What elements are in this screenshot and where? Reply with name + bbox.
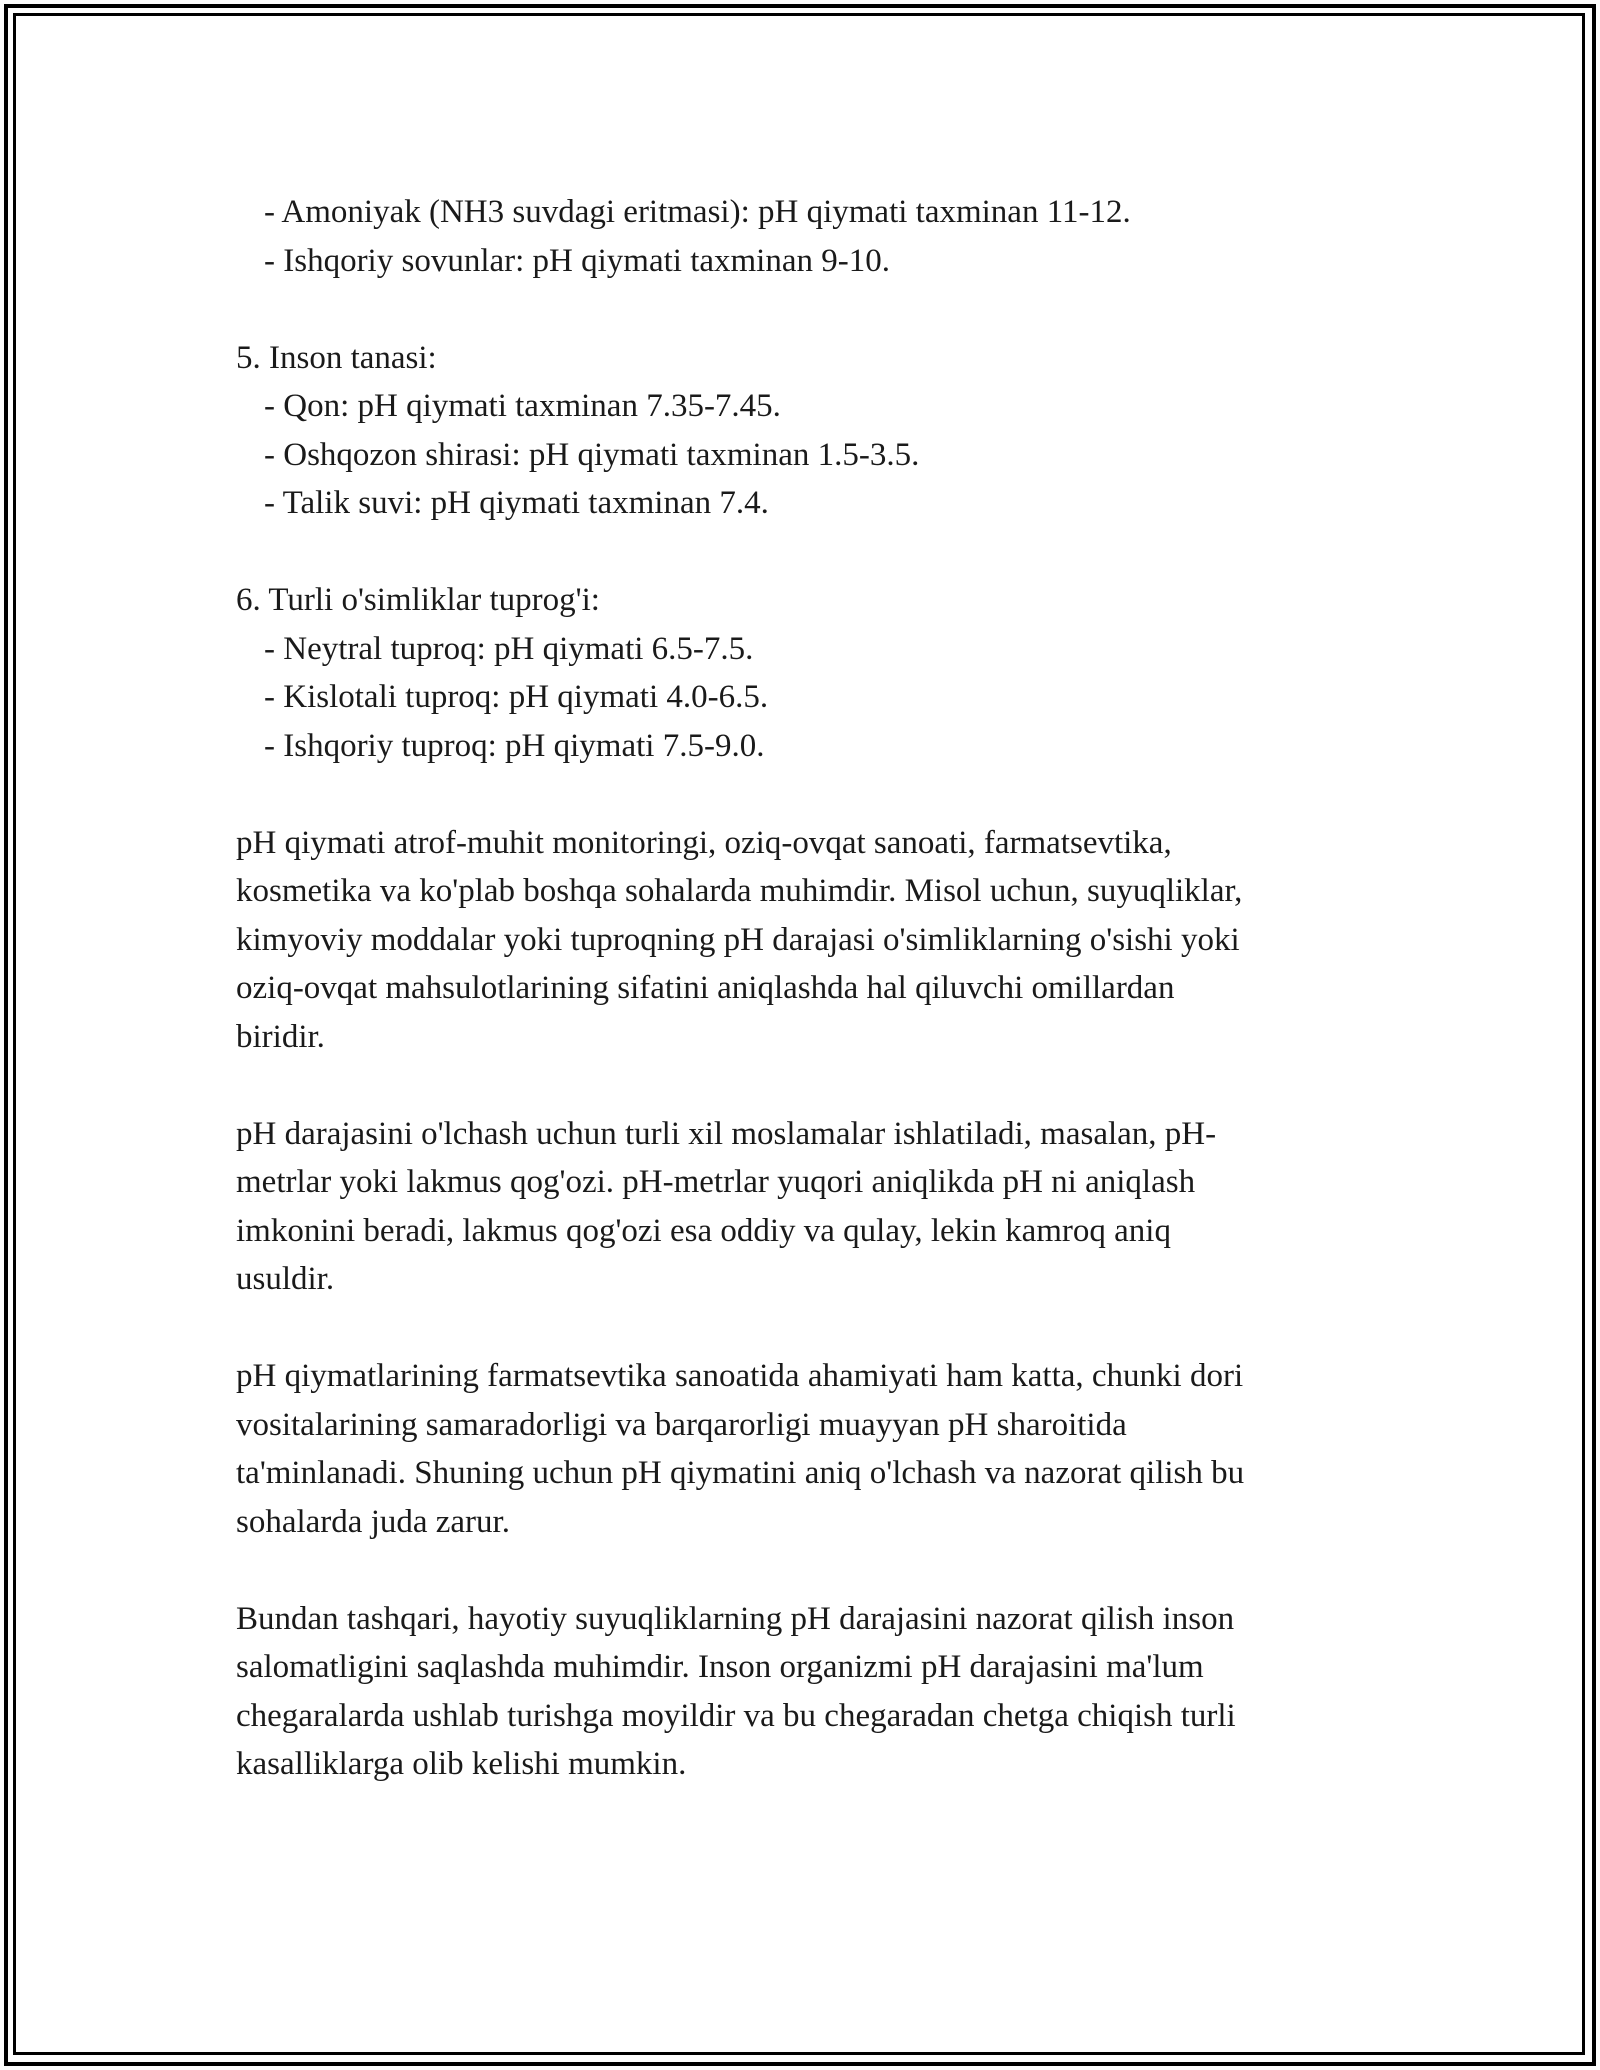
paragraph-line: Bundan tashqari, hayotiy suyuqliklarning pH darajasini nazorat qilish inson <box>236 1600 1235 1637</box>
paragraph-line: oziq-ovqat mahsulotlarining sifatini aniqlashda hal qiluvchi omillardan <box>236 970 1175 1006</box>
list-item: - Qon: pH qiymati taxminan 7.35-7.45. <box>264 388 781 424</box>
paragraph <box>236 1595 1386 1789</box>
paragraph-line: vositalarining samaradorligi va barqarorligi muayyan pH sharoitida <box>236 1406 1127 1443</box>
spacer <box>236 528 1386 577</box>
paragraph-line: chegaralarda ushlab turishga moyildir va bu chegaradan chetga chiqish turli <box>236 1697 1236 1734</box>
spacer <box>236 1546 1386 1595</box>
list-item: - Oshqozon shirasi: pH qiymati taxminan 1.5-3.5. <box>264 436 920 473</box>
spacer <box>236 1304 1386 1353</box>
paragraph-line: pH darajasini o'lchash uchun turli xil moslamalar ishlatiladi, masalan, pH- <box>236 1115 1217 1152</box>
section-4-list <box>236 188 1386 285</box>
paragraph-line: pH qiymatlarining farmatsevtika sanoatida ahamiyati ham katta, chunki dori <box>236 1358 1244 1394</box>
list-item: - Neytral tuproq: pH qiymati 6.5-7.5. <box>264 630 754 667</box>
list-item: - Ishqoriy tuproq: pH qiymati 7.5-9.0. <box>264 727 765 764</box>
paragraph <box>236 1110 1386 1304</box>
document-body <box>236 188 1386 1789</box>
paragraph-line: imkonini beradi, lakmus qog'ozi esa oddiy va qulay, lekin kamroq aniq <box>236 1212 1171 1249</box>
section-6 <box>236 576 1386 770</box>
paragraph-line: kimyoviy moddalar yoki tuproqning pH darajasi o'simliklarning o'sishi yoki <box>236 921 1240 958</box>
paragraph <box>236 1352 1386 1546</box>
spacer <box>236 770 1386 819</box>
section-heading: 5. Inson tanasi: <box>236 339 437 376</box>
paragraph-line: kosmetika va ko'plab boshqa sohalarda muhimdir. Misol uchun, suyuqliklar, <box>236 873 1243 909</box>
section-5 <box>236 334 1386 528</box>
paragraph-line: kasalliklarga olib kelishi mumkin. <box>236 1746 687 1782</box>
list-item: - Talik suvi: pH qiymati taxminan 7.4. <box>264 485 769 521</box>
list-item: - Ishqoriy sovunlar: pH qiymati taxminan 9-10. <box>264 242 890 279</box>
paragraph-line: salomatligini saqlashda muhimdir. Inson organizmi pH darajasini ma'lum <box>236 1649 1204 1685</box>
paragraph-line: biridir. <box>236 1018 325 1055</box>
list-item: - Kislotali tuproq: pH qiymati 4.0-6.5. <box>264 679 769 715</box>
paragraph <box>236 819 1386 1062</box>
paragraph-line: usuldir. <box>236 1261 335 1297</box>
paragraph-line: ta'minlanadi. Shuning uchun pH qiymatini aniq o'lchash va nazorat qilish bu <box>236 1455 1245 1491</box>
paragraph-line: pH qiymati atrof-muhit monitoringi, oziq-ovqat sanoati, farmatsevtika, <box>236 824 1172 861</box>
spacer <box>236 1061 1386 1110</box>
section-heading: 6. Turli o'simliklar tuprog'i: <box>236 582 600 618</box>
spacer <box>236 285 1386 334</box>
paragraph-line: sohalarda juda zarur. <box>236 1503 510 1540</box>
list-item: - Amoniyak (NH3 suvdagi eritmasi): pH qiymati taxminan 11-12. <box>264 194 1131 230</box>
paragraph-line: metrlar yoki lakmus qog'ozi. pH-metrlar yuqori aniqlikda pH ni aniqlash <box>236 1164 1196 1200</box>
